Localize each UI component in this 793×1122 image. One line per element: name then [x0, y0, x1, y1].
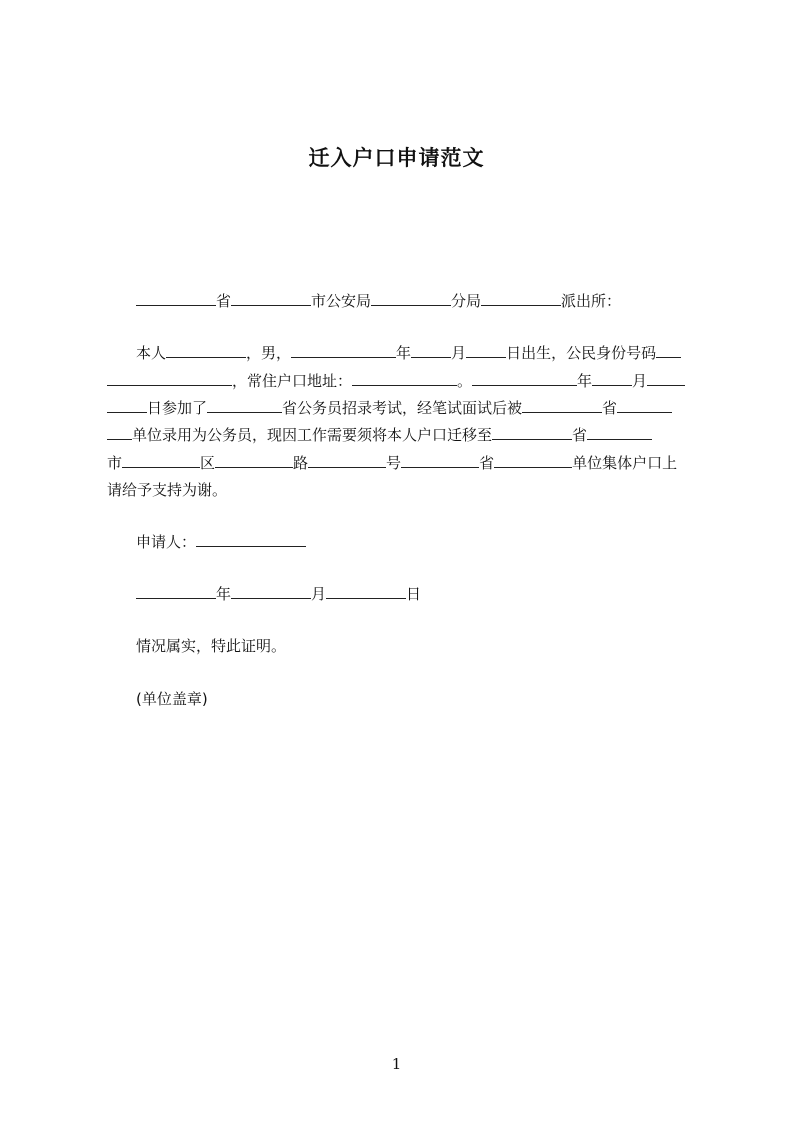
- label-day-joined: 日参加了: [147, 399, 208, 417]
- label-province-4: 省: [479, 454, 495, 472]
- label-male: ，男，: [246, 344, 292, 362]
- date-line: [136, 584, 421, 604]
- label-road: 路: [293, 454, 309, 472]
- body-line-5: [107, 453, 677, 473]
- blank-exam-province: [207, 398, 282, 413]
- label-period: 。: [457, 372, 473, 390]
- blank-name: [166, 343, 246, 358]
- blank-exam-month: [592, 371, 632, 386]
- label-date-month: 月: [311, 585, 327, 603]
- label-self: 本人: [136, 344, 167, 362]
- blank-date-year: [136, 584, 216, 599]
- page-number: 1: [391, 1055, 402, 1073]
- applicant-line: [136, 532, 306, 552]
- label-city: 市: [107, 454, 123, 472]
- blank-move-city: [122, 453, 200, 468]
- body-line-1: [136, 343, 681, 363]
- seal-note: (单位盖章): [136, 690, 208, 708]
- blank-province: [136, 291, 216, 306]
- blank-birth-day: [466, 343, 506, 358]
- blank-exam-day-start: [647, 371, 685, 386]
- label-closing: 请给予支持为谢。: [107, 481, 228, 499]
- blank-move-city-start: [587, 425, 652, 440]
- label-district: 区: [200, 454, 216, 472]
- label-born: 日出生，公民身份号码: [506, 344, 657, 362]
- label-date-year: 年: [216, 585, 232, 603]
- label-month: 月: [451, 344, 467, 362]
- recipient-line: [136, 291, 621, 311]
- confirmation-text: 情况属实，特此证明。: [136, 637, 287, 655]
- body-line-2: [107, 371, 685, 391]
- body-line-4: [107, 425, 652, 445]
- label-year: 年: [396, 344, 412, 362]
- blank-address: [352, 371, 457, 386]
- blank-hire-province: [522, 398, 602, 413]
- blank-unit-start: [617, 398, 672, 413]
- label-collective: 单位集体户口上: [572, 454, 678, 472]
- label-exam: 省公务员招录考试，经笔试面试后被: [282, 399, 523, 417]
- blank-move-province: [492, 425, 572, 440]
- label-province-3: 省: [572, 426, 588, 444]
- label-number: 号: [386, 454, 402, 472]
- label-branch: 分局: [451, 292, 482, 310]
- label-date-day: 日: [406, 585, 422, 603]
- label-hired: 单位录用为公务员，现因工作需要须将本人户口迁移至: [132, 426, 493, 444]
- label-address: ，常住户口地址：: [232, 372, 353, 390]
- blank-exam-year: [472, 371, 577, 386]
- document-title: 迁入户口申请范文: [308, 146, 485, 170]
- body-line-3: [107, 398, 672, 418]
- blank-birth-month: [411, 343, 451, 358]
- blank-unit: [107, 425, 132, 440]
- blank-id-start: [656, 343, 681, 358]
- blank-city: [231, 291, 311, 306]
- blank-date-day: [326, 584, 406, 599]
- label-city-bureau: 市公安局: [311, 292, 372, 310]
- label-month-2: 月: [632, 372, 648, 390]
- blank-applicant: [196, 532, 306, 547]
- blank-id-number: [107, 371, 232, 386]
- label-station: 派出所：: [561, 292, 622, 310]
- blank-move-number: [401, 453, 479, 468]
- label-applicant: 申请人：: [136, 533, 197, 551]
- label-province-2: 省: [602, 399, 618, 417]
- blank-station: [481, 291, 561, 306]
- blank-collective-province: [494, 453, 572, 468]
- label-province: 省: [216, 292, 232, 310]
- blank-move-road: [308, 453, 386, 468]
- blank-branch: [371, 291, 451, 306]
- body-line-6: [107, 480, 227, 500]
- blank-move-district: [215, 453, 293, 468]
- blank-date-month: [231, 584, 311, 599]
- label-year-2: 年: [577, 372, 593, 390]
- blank-exam-day: [107, 398, 147, 413]
- blank-birth-year: [291, 343, 396, 358]
